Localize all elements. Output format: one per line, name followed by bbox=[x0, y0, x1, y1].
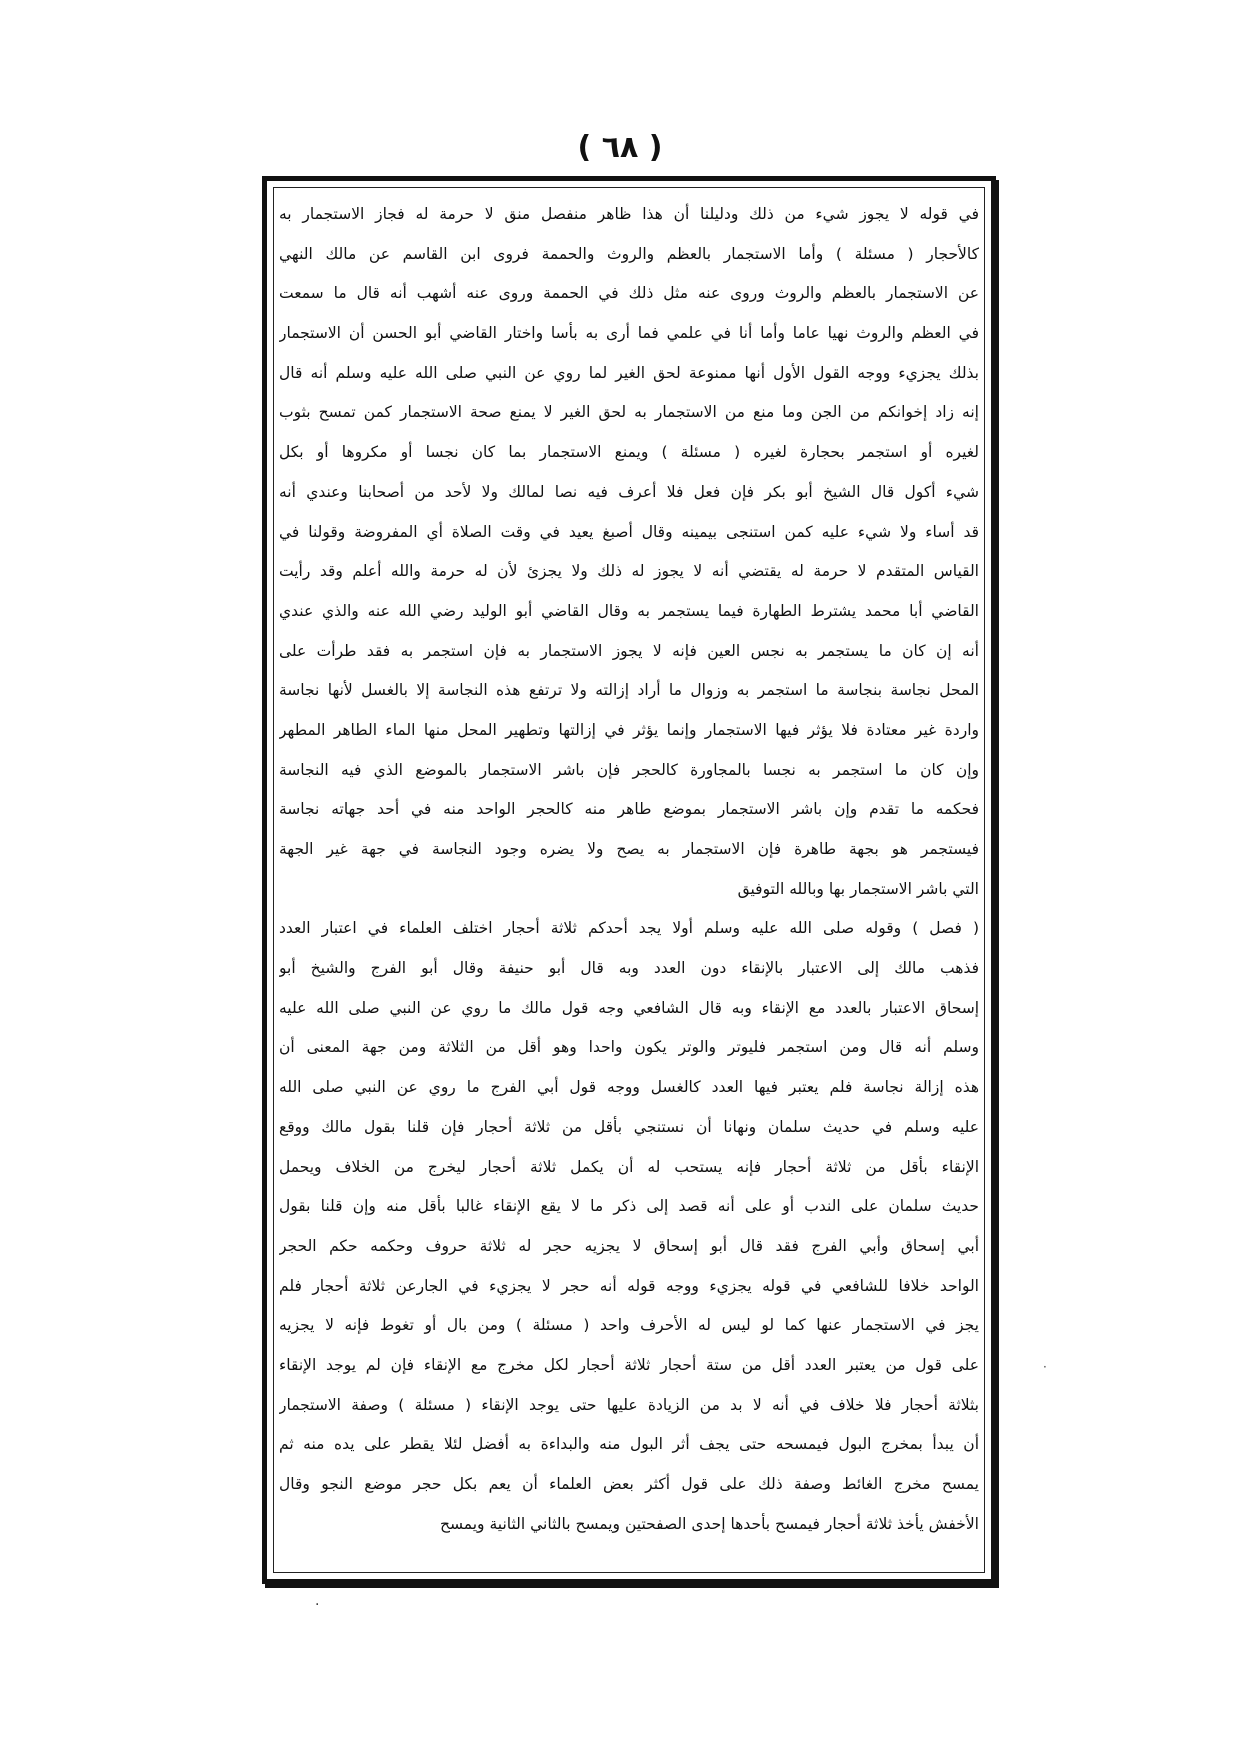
text-line: أبي إسحاق وأبي الفرج فقد قال أبو إسحاق لا يجزيه حجر له ثلاثة حروف وحكمه حكم الحجر bbox=[279, 1236, 979, 1255]
text-line: أن يبدأ بمخرج البول فيمسحه حتى يجف أثر البول منه والبداءة به أفضل لئلا يقطر على يده منه ثم bbox=[279, 1435, 979, 1454]
text-line: شيء أكول قال الشيخ أبو بكر فإن فعل فلا أعرف فيه نصا لمالك ولا لأحد من أصحابنا وعندي أنه bbox=[279, 482, 979, 501]
text-line: المحل نجاسة بنجاسة ما استجمر به وزوال ما أراد إزالته ولا ترتفع هذه النجاسة إلا بالغسل لأنها نجاسة bbox=[279, 681, 979, 700]
text-line: في قوله لا يجوز شيء من ذلك ودليلنا أن هذا ظاهر منفصل منق لا حرمة له فجاز الاستجمار به bbox=[279, 205, 979, 223]
text-line: واردة غير معتادة فلا يؤثر فيها الاستجمار وإنما يؤثر في إزالتها وتطهير المحل منها الماء الطاهر المطهر bbox=[279, 720, 979, 739]
text-line: عليه وسلم في حديث سلمان ونهانا أن نستنجي بأقل من ثلاثة أحجار فإن قلنا بقول مالك ووقع bbox=[279, 1117, 979, 1136]
footer-dot: · bbox=[315, 1597, 320, 1613]
text-line: فحكمه ما تقدم وإن باشر الاستجمار بموضع طاهر منه كالحجر الواحد منه في أحد جهاته نجاسة bbox=[279, 800, 979, 819]
text-line: الأخفش يأخذ ثلاثة أحجار فيمسح بأحدها إحدى الصفحتين ويمسح بالثاني الثانية ويمسح bbox=[439, 1514, 979, 1533]
text-line: حديث سلمان على الندب أو على أنه قصد إلى ذكر ما لا يقع الإنقاء غالبا بأقل منه وإن قلنا بقول bbox=[279, 1197, 979, 1216]
page-number: ( ٦٨ ) bbox=[577, 130, 663, 165]
text-line: فذهب مالك إلى الاعتبار بالإنقاء دون العدد وبه قال أبو حنيفة وقال أبو الفرج والشيخ أبو bbox=[279, 959, 979, 978]
text-frame bbox=[262, 176, 996, 1584]
text-line: يمسح مخرج الغائط وصفة ذلك على قول أكثر بعض العلماء أن يعم بكل حجر موضع النجو وقال bbox=[279, 1475, 979, 1493]
text-line: وسلم أنه قال ومن استجمر فليوتر والوتر يكون واحدا وهو أقل من الثلاثة ومن جهة المعنى أن bbox=[279, 1038, 979, 1057]
margin-dot: · bbox=[1043, 1360, 1047, 1374]
text-line: إنه زاد إخوانكم من الجن وما منع من الاستجمار به لحق الغير لا يمنع صحة الاستجمار كمن تمسح بثوب bbox=[279, 403, 979, 422]
text-line: في العظم والروث نهيا عاما وأما أنا في علمي فما أرى به بأسا واختار القاضي أبو الحسن أن الاستجمار bbox=[279, 324, 979, 343]
text-line: على قول من يعتبر العدد أقل من ستة أحجار ثلاثة أحجار لكل مخرج مع الإنقاء فإن لم يوجد الإنقاء bbox=[279, 1355, 979, 1374]
text-line: فيستجمر هو بجهة طاهرة فإن الاستجمار به يصح ولا يضره وجود النجاسة في جهة غير الجهة bbox=[279, 840, 979, 858]
text-line: يجز في الاستجمار عنها كما لو ليس له الأحرف واحد ( مسئلة ) ومن بال أو تغوط فإنه لا يجزيه bbox=[279, 1316, 979, 1335]
text-line: بذلك يجزيء ووجه القول الأول أنها ممنوعة لحق الغير لما روي عن النبي صلى الله عليه وسلم أنه قال bbox=[279, 363, 979, 382]
text-line: هذه إزالة نجاسة فلم يعتبر فيها العدد كالغسل ووجه قول أبي الفرج ما روي عن النبي صلى الله bbox=[279, 1078, 979, 1097]
body-text bbox=[279, 195, 979, 1544]
text-line: التي باشر الاستجمار بها وبالله التوفيق bbox=[737, 879, 979, 898]
text-line: كالأحجار ( مسئلة ) وأما الاستجمار بالعظم والروث والحممة فروى ابن القاسم عن مالك النهي bbox=[279, 244, 979, 263]
text-line: القياس المتقدم لا حرمة له يقتضي أنه لا يجوز له ذلك ولا يجزئ لأن له حرمة والله أعلم وقد رأيت bbox=[279, 562, 979, 581]
text-line: أنه إن كان ما يستجمر به نجس العين فإنه لا يجوز الاستجمار به فإن استجمر به فقد طرأت على bbox=[279, 641, 979, 660]
text-line: الإنقاء بأقل من ثلاثة أحجار فإنه يستحب له أن يكمل ثلاثة أحجار ليخرج من الخلاف ويحمل bbox=[279, 1157, 979, 1176]
text-line: لغيره أو استجمر بحجارة لغيره ( مسئلة ) ويمنع الاستجمار بما كان نجسا أو مكروها أو بكل bbox=[279, 443, 979, 462]
text-line: قد أساء ولا شيء عليه كمن استنجى بيمينه وقال أصبغ يعيد في وقت الصلاة أي المفروضة وقولنا في bbox=[279, 522, 979, 541]
text-line: ( فصل ) وقوله صلى الله عليه وسلم أولا يجد أحدكم ثلاثة أحجار اختلف العلماء في اعتبار العدد bbox=[279, 919, 979, 938]
text-line: وإن كان ما استجمر به نجسا بالمجاورة كالحجر فإن باشر الاستجمار بالموضع الذي فيه النجاسة bbox=[279, 760, 979, 779]
text-line: القاضي أبا محمد يشترط الطهارة فيما يستجمر به وقال القاضي أبو الوليد رضي الله عنه والذي عندي bbox=[279, 601, 979, 620]
text-line: عن الاستجمار بالعظم والروث وروى عنه مثل ذلك في الحممة وروى عنه أشهب أنه قال ما سمعت bbox=[279, 284, 979, 303]
text-line: إسحاق الاعتبار بالعدد مع الإنقاء وبه قال الشافعي وجه قول مالك ما روي عن النبي صلى الله عليه bbox=[279, 998, 979, 1017]
text-line: بثلاثة أحجار فلا خلاف في أنه لا بد من الزيادة عليها حتى يوجد الإنقاء ( مسئلة ) وصفة الاستجمار bbox=[279, 1395, 979, 1414]
text-line: الواحد خلافا للشافعي في قوله يجزيء ووجه قوله أنه حجر لا يجزيء في الجارعن ثلاثة أحجار فلم bbox=[279, 1276, 979, 1295]
